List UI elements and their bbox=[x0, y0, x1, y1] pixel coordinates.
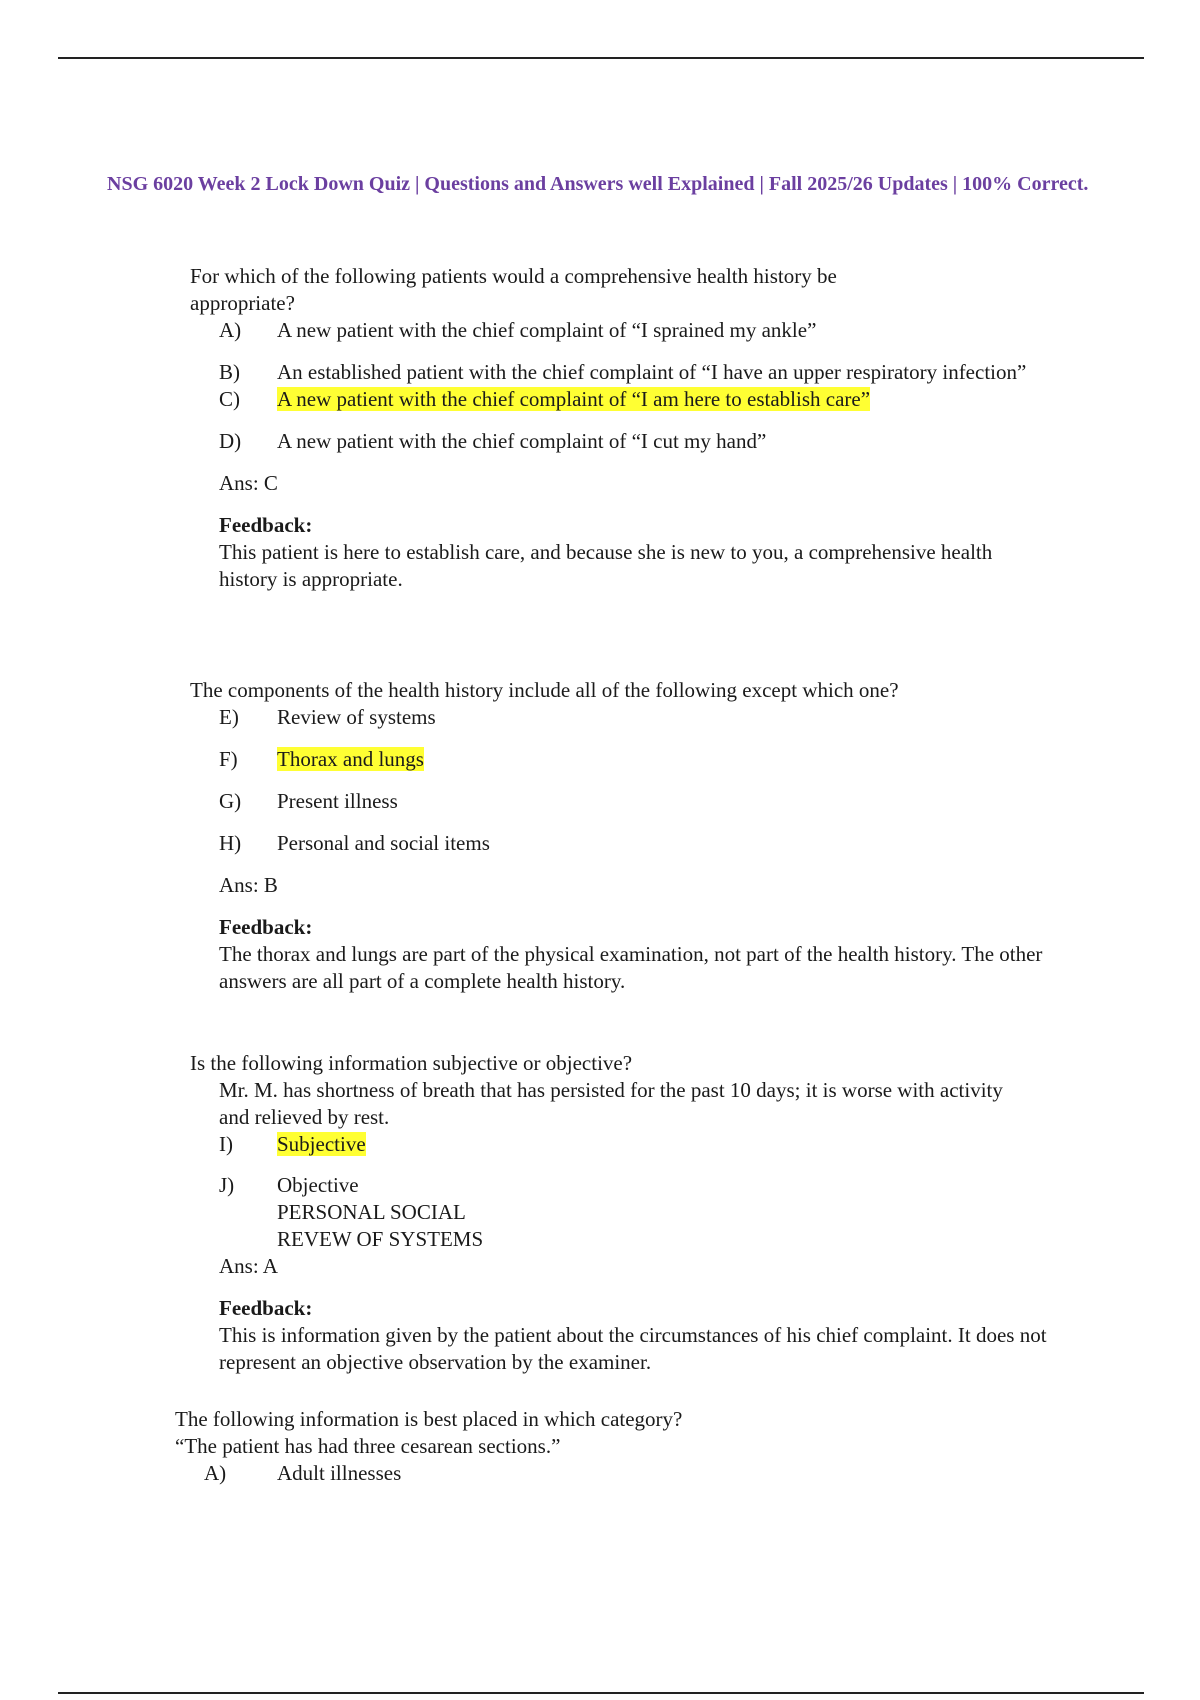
question-stem: The components of the health history include all of the following except which one? bbox=[190, 678, 899, 702]
option-f bbox=[190, 746, 1070, 773]
feedback-label: Feedback: bbox=[219, 1296, 313, 1320]
question-substem: “The patient has had three cesarean sections.” bbox=[175, 1434, 561, 1458]
option-text: Personal and social items bbox=[277, 831, 490, 855]
feedback-text: This is information given by the patient about the circumstances of his chief complaint. It does not represent an objective observation by the examiner. bbox=[219, 1323, 1047, 1374]
option-text-highlighted: Thorax and lungs bbox=[277, 747, 424, 771]
option-letter: B) bbox=[219, 360, 240, 384]
question-1 bbox=[190, 263, 1030, 593]
option-text: Adult illnesses bbox=[277, 1461, 402, 1485]
option-letter: E) bbox=[219, 705, 239, 729]
extra-line: REVEW OF SYSTEMS bbox=[277, 1227, 484, 1251]
option-text: A new patient with the chief complaint of “I sprained my ankle” bbox=[277, 318, 817, 342]
option-j bbox=[190, 1172, 1070, 1199]
option-d bbox=[190, 428, 1030, 455]
option-text: Review of systems bbox=[277, 705, 436, 729]
feedback-label: Feedback: bbox=[219, 915, 313, 939]
option-g bbox=[190, 788, 1070, 815]
question-stem: Is the following information subjective or objective? bbox=[190, 1051, 633, 1075]
top-rule bbox=[58, 57, 1144, 59]
option-letter: D) bbox=[219, 429, 242, 453]
question-substem: Mr. M. has shortness of breath that has persisted for the past 10 days; it is worse with activity and relieved by rest. bbox=[219, 1078, 1003, 1129]
option-i bbox=[190, 1131, 1070, 1158]
option-text: An established patient with the chief complaint of “I have an upper respiratory infection” bbox=[277, 360, 1027, 384]
option-text: A new patient with the chief complaint of “I cut my hand” bbox=[277, 429, 767, 453]
document-title: NSG 6020 Week 2 Lock Down Quiz | Questions and Answers well Explained | Fall 2025/26 Updates | 100% Correct. bbox=[107, 173, 1089, 195]
question-4 bbox=[175, 1406, 1075, 1487]
feedback-text: This patient is here to establish care, and because she is new to you, a comprehensive health history is appropriate. bbox=[219, 540, 993, 591]
feedback-label: Feedback: bbox=[219, 513, 313, 537]
answer: Ans: A bbox=[219, 1254, 278, 1278]
option-h bbox=[190, 830, 1070, 857]
option-letter: A) bbox=[219, 318, 242, 342]
option-text-highlighted: A new patient with the chief complaint of “I am here to establish care” bbox=[277, 387, 871, 411]
option-c bbox=[190, 386, 1030, 413]
option-letter: G) bbox=[219, 789, 242, 813]
extra-line: PERSONAL SOCIAL bbox=[277, 1200, 466, 1224]
option-b bbox=[190, 359, 1030, 386]
option-letter: F) bbox=[219, 747, 238, 771]
question-stem: For which of the following patients would a comprehensive health history be appropriate? bbox=[190, 264, 837, 315]
option-letter: I) bbox=[219, 1132, 233, 1156]
feedback-text: The thorax and lungs are part of the physical examination, not part of the health history. The other answers are all part of a complete health history. bbox=[219, 942, 1043, 993]
option-e bbox=[190, 704, 1070, 731]
option-text: Present illness bbox=[277, 789, 398, 813]
option-a bbox=[190, 317, 1030, 344]
option-letter: H) bbox=[219, 831, 242, 855]
question-3 bbox=[190, 1050, 1070, 1376]
option-text-highlighted: Subjective bbox=[277, 1132, 366, 1156]
option-letter: A) bbox=[204, 1461, 227, 1485]
option-a bbox=[175, 1460, 1075, 1487]
bottom-rule bbox=[58, 1692, 1144, 1694]
option-text: Objective bbox=[277, 1173, 359, 1197]
option-letter: C) bbox=[219, 387, 240, 411]
answer: Ans: C bbox=[219, 471, 278, 495]
question-stem: The following information is best placed in which category? bbox=[175, 1407, 683, 1431]
question-2 bbox=[190, 677, 1070, 995]
option-letter: J) bbox=[219, 1173, 235, 1197]
answer: Ans: B bbox=[219, 873, 278, 897]
